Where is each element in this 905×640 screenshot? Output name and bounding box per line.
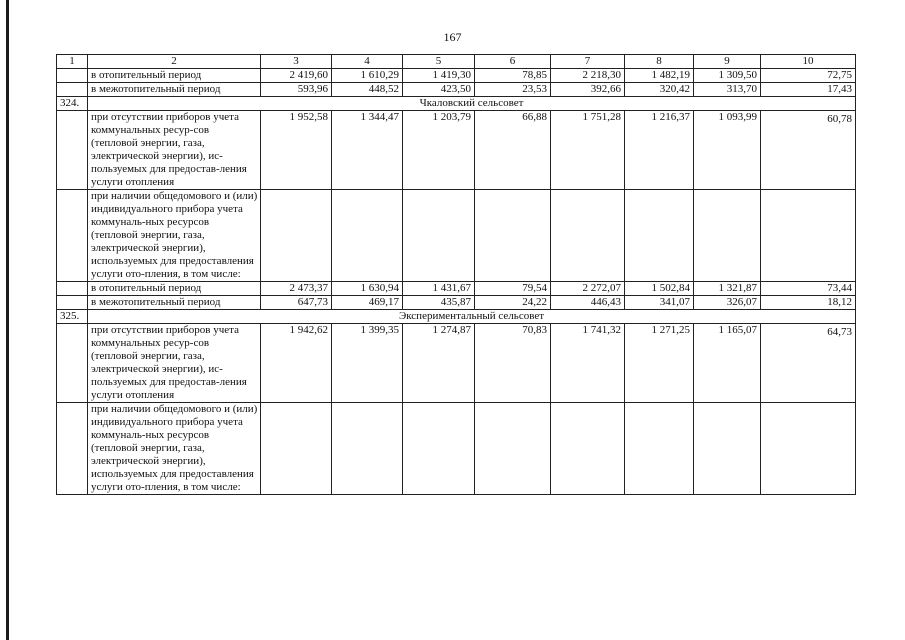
section-header-row bbox=[57, 97, 856, 111]
section-number: 325. bbox=[57, 310, 88, 324]
row-label: в межотопительный период bbox=[88, 296, 261, 310]
cell-value: 1 942,62 bbox=[261, 324, 332, 403]
row-label: в отопительный период bbox=[88, 69, 261, 83]
row-label: в отопительный период bbox=[88, 282, 261, 296]
table-row bbox=[57, 324, 856, 403]
cell-value: 2 272,07 bbox=[551, 282, 625, 296]
cell-value: 73,44 bbox=[761, 282, 856, 296]
cell-value: 72,75 bbox=[761, 69, 856, 83]
column-header: 2 bbox=[88, 55, 261, 69]
column-header: 5 bbox=[403, 55, 475, 69]
cell-value: 1 630,94 bbox=[332, 282, 403, 296]
column-header: 6 bbox=[475, 55, 551, 69]
cell-value: 1 274,87 bbox=[403, 324, 475, 403]
section-header-row bbox=[57, 310, 856, 324]
cell-value: 2 419,60 bbox=[261, 69, 332, 83]
cell-value: 1 419,30 bbox=[403, 69, 475, 83]
cell-value: 23,53 bbox=[475, 83, 551, 97]
cell-value: 320,42 bbox=[625, 83, 694, 97]
row-label: при наличии общедомового и (или) индивидуального прибора учета коммуналь-ных ресурсов (тепловой энергии, газа, электрической энергии), используемых для предоставления услуги ото-пления, в том числе: bbox=[88, 190, 261, 282]
cell-value: 435,87 bbox=[403, 296, 475, 310]
table-row bbox=[57, 296, 856, 310]
cell-value: 1 093,99 bbox=[694, 111, 761, 190]
table-row bbox=[57, 69, 856, 83]
cell-value: 1 344,47 bbox=[332, 111, 403, 190]
cell-value: 392,66 bbox=[551, 83, 625, 97]
cell-value: 66,88 bbox=[475, 111, 551, 190]
cell-value: 341,07 bbox=[625, 296, 694, 310]
cell-value: 448,52 bbox=[332, 83, 403, 97]
cell-value: 1 309,50 bbox=[694, 69, 761, 83]
section-number: 324. bbox=[57, 97, 88, 111]
cell-value: 70,83 bbox=[475, 324, 551, 403]
cell-value: 1 952,58 bbox=[261, 111, 332, 190]
cell-value: 18,12 bbox=[761, 296, 856, 310]
cell-value: 446,43 bbox=[551, 296, 625, 310]
cell-value: 24,22 bbox=[475, 296, 551, 310]
row-label: в межотопительный период bbox=[88, 83, 261, 97]
cell-value: 593,96 bbox=[261, 83, 332, 97]
cell-value: 1 751,28 bbox=[551, 111, 625, 190]
cell-value: 326,07 bbox=[694, 296, 761, 310]
table-row bbox=[57, 190, 856, 282]
table-row bbox=[57, 83, 856, 97]
cell-value: 423,50 bbox=[403, 83, 475, 97]
cell-value: 1 165,07 bbox=[694, 324, 761, 403]
table-row bbox=[57, 403, 856, 495]
cell-value: 64,73 bbox=[761, 324, 856, 403]
scan-edge-bar bbox=[6, 0, 9, 640]
column-header: 9 bbox=[694, 55, 761, 69]
cell-value: 1 203,79 bbox=[403, 111, 475, 190]
column-header: 7 bbox=[551, 55, 625, 69]
cell-value: 1 399,35 bbox=[332, 324, 403, 403]
cell-value: 1 321,87 bbox=[694, 282, 761, 296]
cell-value: 469,17 bbox=[332, 296, 403, 310]
cell-value: 313,70 bbox=[694, 83, 761, 97]
tariff-table bbox=[56, 54, 856, 495]
column-header: 3 bbox=[261, 55, 332, 69]
cell-value: 17,43 bbox=[761, 83, 856, 97]
cell-value: 79,54 bbox=[475, 282, 551, 296]
cell-value: 60,78 bbox=[761, 111, 856, 190]
cell-value: 1 431,67 bbox=[403, 282, 475, 296]
column-header: 10 bbox=[761, 55, 856, 69]
cell-value: 1 610,29 bbox=[332, 69, 403, 83]
table-row bbox=[57, 111, 856, 190]
cell-value: 647,73 bbox=[261, 296, 332, 310]
section-title: Экспериментальный сельсовет bbox=[88, 310, 856, 324]
cell-value: 1 271,25 bbox=[625, 324, 694, 403]
cell-value: 78,85 bbox=[475, 69, 551, 83]
table-row bbox=[57, 282, 856, 296]
cell-value: 2 218,30 bbox=[551, 69, 625, 83]
row-label: при отсутствии приборов учета коммунальных ресур-сов (тепловой энергии, газа, электрической энергии), ис-пользуемых для предостав-ления услуги отопления bbox=[88, 111, 261, 190]
column-header: 1 bbox=[57, 55, 88, 69]
page-number: 167 bbox=[443, 30, 462, 44]
cell-value: 1 216,37 bbox=[625, 111, 694, 190]
column-header: 8 bbox=[625, 55, 694, 69]
cell-value: 1 502,84 bbox=[625, 282, 694, 296]
column-header: 4 bbox=[332, 55, 403, 69]
cell-value: 2 473,37 bbox=[261, 282, 332, 296]
column-header-row bbox=[57, 55, 856, 69]
section-title: Чкаловский сельсовет bbox=[88, 97, 856, 111]
cell-value: 1 741,32 bbox=[551, 324, 625, 403]
cell-value: 1 482,19 bbox=[625, 69, 694, 83]
row-label: при отсутствии приборов учета коммунальных ресур-сов (тепловой энергии, газа, электрической энергии), ис-пользуемых для предостав-ления услуги отопления bbox=[88, 324, 261, 403]
row-label: при наличии общедомового и (или) индивидуального прибора учета коммуналь-ных ресурсов (тепловой энергии, газа, электрической энергии), используемых для предоставления услуги ото-пления, в том числе: bbox=[88, 403, 261, 495]
